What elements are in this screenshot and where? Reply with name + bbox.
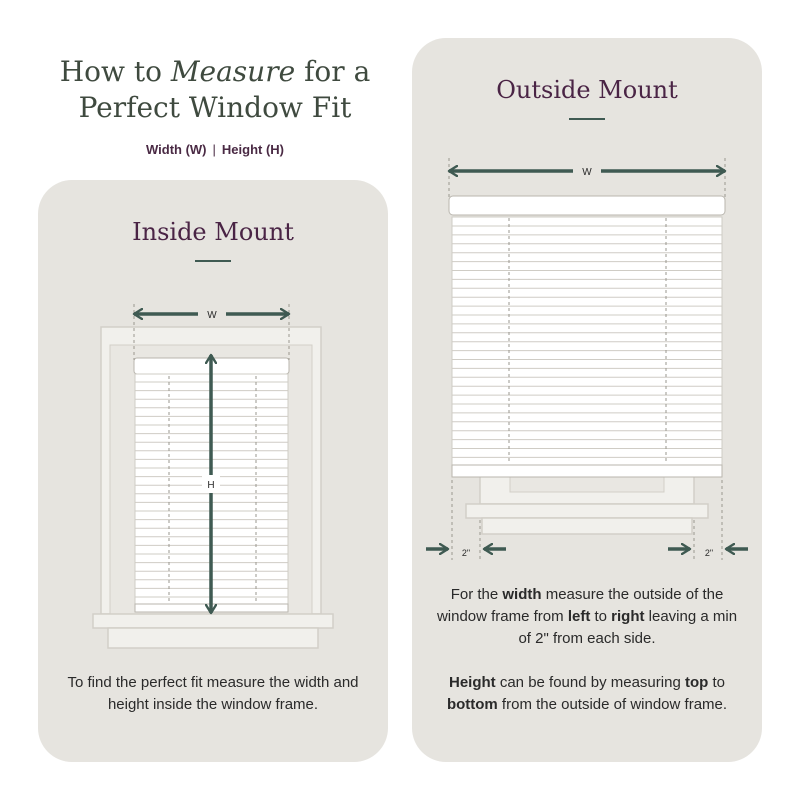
blind-headrail [449,196,725,215]
width-instruction [432,584,742,650]
inside-mount-card [38,180,388,762]
left-gap-label: 2" [461,548,471,558]
outside-mount-title: Outside Mount [496,76,678,104]
text: from the outside of window frame. [497,696,728,713]
emphasis: Height [449,674,496,691]
right-gap-label: 2" [704,548,714,558]
width-label: W [582,167,592,178]
text: For the [450,586,503,603]
title-emphasis: Measure [170,55,296,88]
emphasis: left [567,608,591,625]
title-text: How to [59,55,171,88]
outside-mount-card [412,38,762,762]
window-apron [482,518,692,534]
text: to [708,674,725,691]
page-title [40,54,390,126]
page-subtitle [40,142,390,157]
inside-mount-title: Inside Mount [132,218,294,246]
inside-mount-description: To find the perfect fit measure the width and height inside the window frame. [67,674,359,713]
legend-separator: | [212,142,216,157]
emphasis: top [684,674,709,691]
emphasis: width [502,586,542,603]
title-line-2: Perfect Window Fit [78,91,352,124]
height-legend: Height (H) [221,142,285,157]
emphasis: right [611,608,645,625]
title-text: for a [295,55,371,88]
window-sill [93,614,333,628]
width-legend: Width (W) [145,142,207,157]
height-label: H [207,480,215,491]
window-apron [108,628,318,648]
height-instruction [432,672,742,716]
window-sill [466,504,708,518]
text: leaving a min of 2" from each side. [518,608,738,647]
width-label: W [207,310,217,321]
text: can be found by measuring [495,674,685,691]
emphasis: bottom [446,696,498,713]
outside-mount-description [432,584,742,716]
text: to [590,608,612,625]
text: measure the outside of the window frame from [436,586,724,625]
blind-bottom-rail [452,465,722,477]
